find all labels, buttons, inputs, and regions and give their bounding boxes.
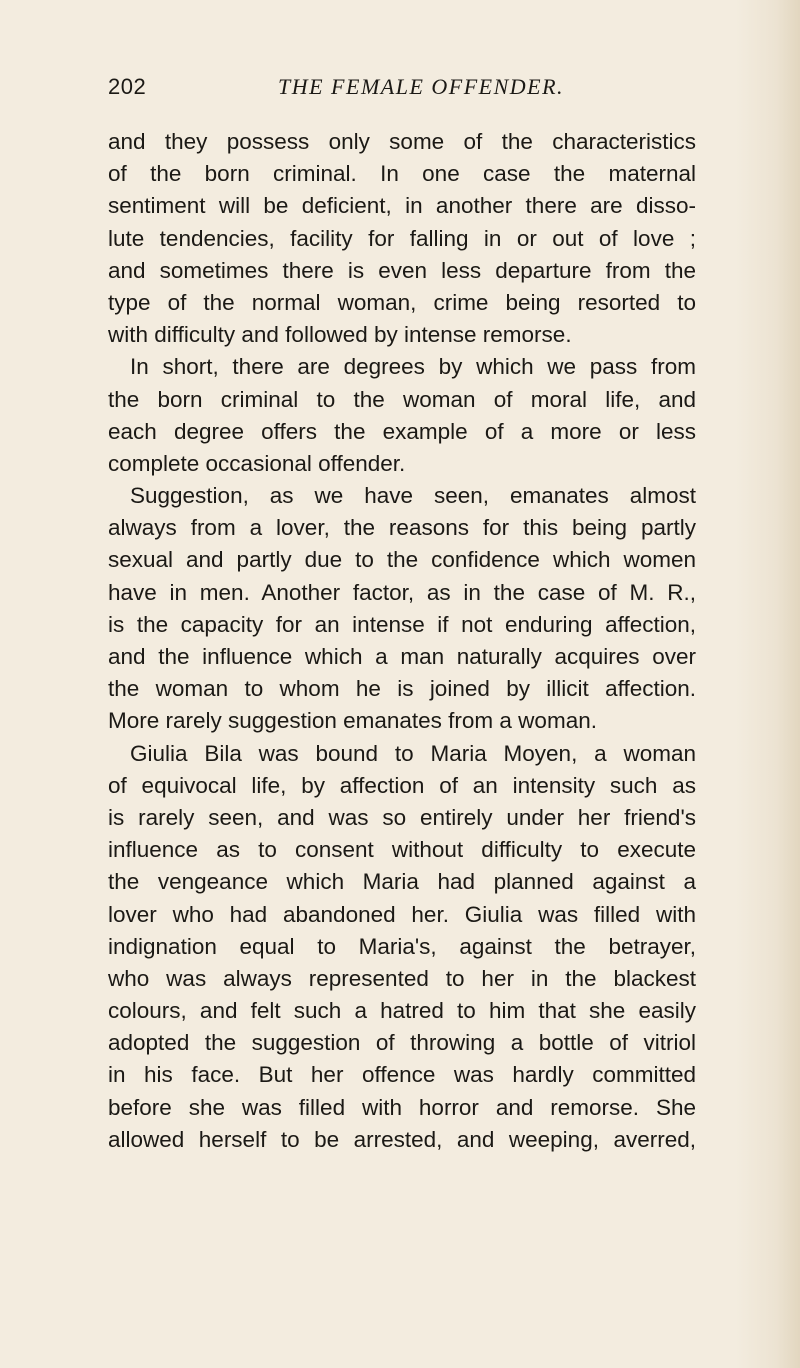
text-line: lover who had abandoned her. Giulia was filled with [108, 901, 696, 927]
text-line: and they possess only some of the characteristics [108, 129, 696, 154]
text-line: sexual and partly due to the confidence which women [108, 547, 696, 573]
text-line: of the born criminal. In one case the maternal [108, 161, 696, 187]
text-line: is rarely seen, and was so entirely under her friend's [108, 804, 696, 830]
text-line: More rarely suggestion emanates from a woman. [108, 708, 597, 734]
text-line: allowed herself to be arrested, and weeping, averred, [108, 1126, 696, 1152]
text-line: influence as to consent without difficulty to execute [108, 837, 696, 863]
body-text [108, 126, 696, 1156]
text-line: have in men. Another factor, as in the case of M. R., [108, 579, 696, 605]
text-line: always from a lover, the reasons for this being partly [108, 515, 696, 541]
text-line: Giulia Bila was bound to Maria Moyen, a woman [130, 740, 696, 766]
text-line: the woman to whom he is joined by illicit affection. [108, 676, 696, 702]
text-line: lute tendencies, facility for falling in or out of love ; [108, 225, 696, 251]
text-line: is the capacity for an intense if not enduring affection, [108, 611, 696, 637]
text-line: of equivocal life, by affection of an intensity such as [108, 772, 696, 798]
text-line: indignation equal to Maria's, against the betrayer, [108, 933, 696, 959]
page-number: 202 [108, 74, 147, 99]
running-title: THE FEMALE OFFENDER. [278, 74, 565, 99]
text-line: sentiment will be deficient, in another there are disso- [108, 193, 696, 219]
text-line: in his face. But her offence was hardly committed [108, 1062, 696, 1088]
text-line: type of the normal woman, crime being resorted to [108, 289, 696, 315]
text-line: before she was filled with horror and remorse. She [108, 1094, 696, 1120]
text-line: each degree offers the example of a more or less [108, 418, 696, 444]
text-line: and the influence which a man naturally acquires over [108, 644, 696, 669]
text-line: and sometimes there is even less departure from the [108, 257, 696, 283]
text-line: Suggestion, as we have seen, emanates almost [130, 483, 696, 509]
text-line: adopted the suggestion of throwing a bottle of vitriol [108, 1030, 696, 1056]
text-line: with difficulty and followed by intense remorse. [108, 322, 572, 348]
text-line: complete occasional offender. [108, 450, 406, 476]
text-line: who was always represented to her in the blackest [108, 965, 696, 991]
text-line: colours, and felt such a hatred to him that she easily [108, 998, 696, 1024]
text-line: the vengeance which Maria had planned against a [108, 869, 696, 895]
text-line: In short, there are degrees by which we pass from [130, 354, 696, 380]
page-header [108, 74, 668, 104]
text-line: the born criminal to the woman of moral life, and [108, 386, 696, 412]
